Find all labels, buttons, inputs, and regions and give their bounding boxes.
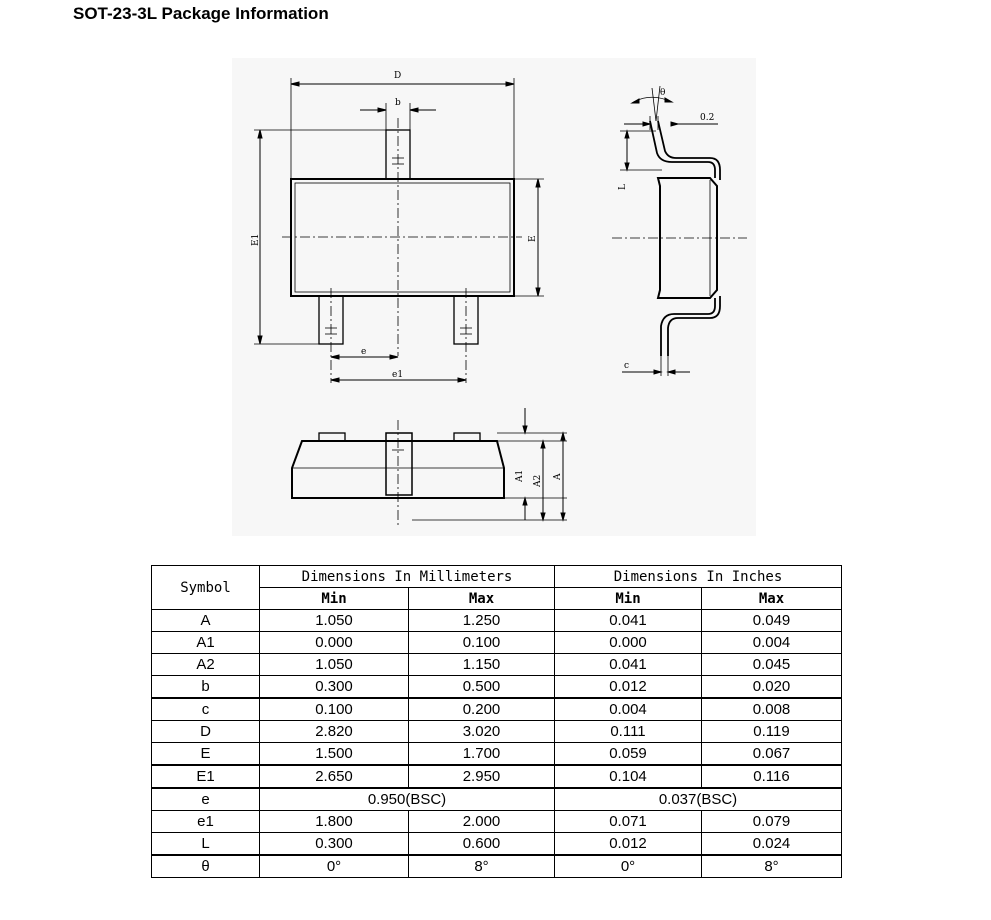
mm-max-cell: 1.700 <box>409 743 555 766</box>
table-row <box>152 743 842 766</box>
dim-label-L: L <box>618 184 628 190</box>
table-row <box>152 676 842 699</box>
mm-max-cell: 8° <box>409 855 555 878</box>
mm-min-cell: 0.000 <box>260 632 409 654</box>
in-min-cell: 0.012 <box>555 676 702 699</box>
dim-label-E: E <box>528 235 538 242</box>
symbol-cell: b <box>152 676 260 699</box>
in-min-header: Min <box>555 588 702 610</box>
symbol-cell: D <box>152 721 260 743</box>
in-max-cell: 0.004 <box>702 632 842 654</box>
dim-label-c: c <box>624 361 630 371</box>
mm-max-cell: 2.950 <box>409 765 555 788</box>
mm-min-cell: 2.650 <box>260 765 409 788</box>
in-max-cell: 0.008 <box>702 698 842 721</box>
symbol-cell: θ <box>152 855 260 878</box>
mm-min-cell: 1.800 <box>260 811 409 833</box>
dim-label-A: A <box>553 473 563 480</box>
page-title: SOT-23-3L Package Information <box>73 4 329 23</box>
in-max-cell: 0.049 <box>702 610 842 632</box>
symbol-cell: A <box>152 610 260 632</box>
in-max-cell: 0.020 <box>702 676 842 699</box>
in-min-cell: 0.104 <box>555 765 702 788</box>
mm-min-cell: 0° <box>260 855 409 878</box>
in-max-header: Max <box>702 588 842 610</box>
in-max-cell: 8° <box>702 855 842 878</box>
table-row <box>152 855 842 878</box>
in-max-cell: 0.119 <box>702 721 842 743</box>
dim-label-E1: E1 <box>251 233 261 246</box>
mm-max-cell: 0.200 <box>409 698 555 721</box>
front-view <box>292 408 567 526</box>
inches-header: Dimensions In Inches <box>555 566 842 588</box>
top-view <box>254 78 544 383</box>
table-row <box>152 811 842 833</box>
in-min-cell: 0.041 <box>555 610 702 632</box>
mm-max-cell: 2.000 <box>409 811 555 833</box>
table-row <box>152 698 842 721</box>
mm-max-cell: 0.500 <box>409 676 555 699</box>
mm-header: Dimensions In Millimeters <box>260 566 555 588</box>
in-bsc-cell: 0.037(BSC) <box>555 788 842 811</box>
symbol-cell: A1 <box>152 632 260 654</box>
in-min-cell: 0° <box>555 855 702 878</box>
table-row <box>152 765 842 788</box>
mm-min-cell: 0.300 <box>260 676 409 699</box>
dim-label-e1: e1 <box>392 370 404 380</box>
dim-label-A1: A1 <box>515 469 525 482</box>
mm-max-cell: 0.600 <box>409 833 555 856</box>
symbol-header: Symbol <box>152 566 260 610</box>
in-min-cell: 0.071 <box>555 811 702 833</box>
in-max-cell: 0.045 <box>702 654 842 676</box>
symbol-cell: E1 <box>152 765 260 788</box>
mm-max-header: Max <box>409 588 555 610</box>
mm-min-cell: 2.820 <box>260 721 409 743</box>
side-view <box>612 86 747 376</box>
dim-label-gauge: 0.2 <box>700 113 715 123</box>
table-row <box>152 610 842 632</box>
mm-bsc-cell: 0.950(BSC) <box>260 788 555 811</box>
in-min-cell: 0.004 <box>555 698 702 721</box>
symbol-cell: e <box>152 788 260 811</box>
mm-min-header: Min <box>260 588 409 610</box>
mm-min-cell: 0.100 <box>260 698 409 721</box>
package-drawing <box>232 58 756 536</box>
in-min-cell: 0.000 <box>555 632 702 654</box>
in-max-cell: 0.079 <box>702 811 842 833</box>
mm-max-cell: 1.150 <box>409 654 555 676</box>
mm-min-cell: 1.500 <box>260 743 409 766</box>
in-min-cell: 0.111 <box>555 721 702 743</box>
table-row <box>152 788 842 811</box>
table-row <box>152 833 842 856</box>
in-min-cell: 0.059 <box>555 743 702 766</box>
dim-label-b: b <box>395 98 401 108</box>
symbol-cell: A2 <box>152 654 260 676</box>
mm-min-cell: 1.050 <box>260 654 409 676</box>
in-min-cell: 0.041 <box>555 654 702 676</box>
symbol-cell: e1 <box>152 811 260 833</box>
mm-min-cell: 1.050 <box>260 610 409 632</box>
mm-max-cell: 3.020 <box>409 721 555 743</box>
mm-min-cell: 0.300 <box>260 833 409 856</box>
dim-label-e: e <box>361 347 367 357</box>
symbol-cell: c <box>152 698 260 721</box>
in-max-cell: 0.067 <box>702 743 842 766</box>
top-view-body <box>291 179 514 296</box>
table-row <box>152 654 842 676</box>
mm-max-cell: 1.250 <box>409 610 555 632</box>
dimensions-table <box>151 565 842 878</box>
in-min-cell: 0.012 <box>555 833 702 856</box>
symbol-cell: E <box>152 743 260 766</box>
in-max-cell: 0.116 <box>702 765 842 788</box>
dim-label-theta: θ <box>660 88 666 98</box>
dim-label-D: D <box>394 71 402 81</box>
symbol-cell: L <box>152 833 260 856</box>
mm-max-cell: 0.100 <box>409 632 555 654</box>
table-row <box>152 632 842 654</box>
table-row <box>152 721 842 743</box>
dim-label-A2: A2 <box>533 474 543 487</box>
in-max-cell: 0.024 <box>702 833 842 856</box>
